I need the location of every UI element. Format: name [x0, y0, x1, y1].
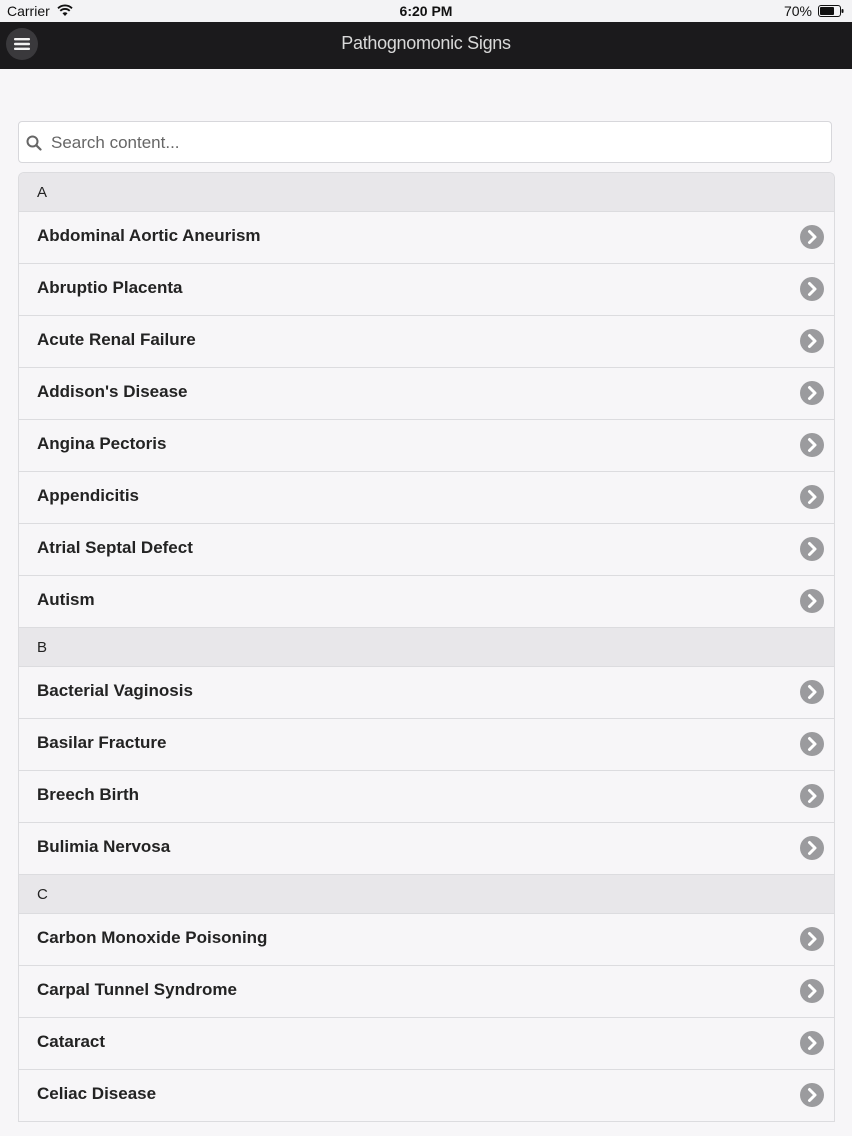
section-divider: B — [19, 628, 834, 667]
list-item[interactable] — [19, 316, 834, 368]
search-icon — [26, 135, 42, 151]
list-item-label: Basilar Fracture — [37, 733, 167, 752]
chevron-right-icon — [800, 1031, 824, 1055]
list-item[interactable] — [19, 524, 834, 576]
list-item-label: Angina Pectoris — [37, 434, 167, 453]
list-item[interactable] — [19, 719, 834, 771]
list-item[interactable] — [19, 1070, 834, 1122]
list-item-label: Celiac Disease — [37, 1084, 157, 1103]
list-item[interactable] — [19, 966, 834, 1018]
list-item[interactable] — [19, 472, 834, 524]
chevron-right-icon — [800, 927, 824, 951]
status-bar — [0, 0, 852, 22]
chevron-right-icon — [800, 537, 824, 561]
list-item-label: Bulimia Nervosa — [37, 837, 171, 856]
battery-icon — [818, 5, 844, 17]
list-item-label: Carpal Tunnel Syndrome — [37, 980, 237, 999]
carrier-label: Carrier — [7, 3, 50, 19]
chevron-right-icon — [800, 589, 824, 613]
list-item[interactable] — [19, 823, 834, 875]
chevron-right-icon — [800, 225, 824, 249]
list-item-label: Carbon Monoxide Poisoning — [37, 928, 268, 947]
list-item[interactable] — [19, 1018, 834, 1070]
chevron-right-icon — [800, 277, 824, 301]
content-list — [18, 172, 835, 1122]
battery-percent: 70% — [783, 3, 812, 19]
top-navbar — [0, 22, 852, 69]
list-item-label: Abdominal Aortic Aneurism — [37, 226, 261, 245]
list-item-label: Bacterial Vaginosis — [37, 681, 193, 700]
list-item-label: Autism — [37, 590, 95, 609]
list-item-label: Abruptio Placenta — [37, 278, 183, 297]
chevron-right-icon — [800, 836, 824, 860]
chevron-right-icon — [800, 784, 824, 808]
list-item-label: Atrial Septal Defect — [37, 538, 193, 557]
chevron-right-icon — [800, 381, 824, 405]
chevron-right-icon — [800, 979, 824, 1003]
list-item-label: Breech Birth — [37, 785, 140, 804]
list-item[interactable] — [19, 264, 834, 316]
list-item[interactable] — [19, 914, 834, 966]
list-item[interactable] — [19, 212, 834, 264]
list-item-label: Acute Renal Failure — [37, 330, 196, 349]
list-item-label: Appendicitis — [37, 486, 140, 505]
list-item[interactable] — [19, 368, 834, 420]
search-box[interactable] — [18, 121, 832, 163]
chevron-right-icon — [800, 433, 824, 457]
chevron-right-icon — [800, 485, 824, 509]
page-title: Pathognomonic Signs — [341, 33, 511, 53]
section-divider: A — [19, 173, 834, 212]
chevron-right-icon — [800, 680, 824, 704]
status-time: 6:20 PM — [399, 3, 453, 19]
list-item-label: Addison's Disease — [37, 382, 188, 401]
list-item[interactable] — [19, 576, 834, 628]
section-divider: C — [19, 875, 834, 914]
chevron-right-icon — [800, 329, 824, 353]
list-item[interactable] — [19, 420, 834, 472]
list-item[interactable] — [19, 771, 834, 823]
chevron-right-icon — [800, 732, 824, 756]
chevron-right-icon — [800, 1083, 824, 1107]
list-item-label: Cataract — [37, 1032, 106, 1051]
search-input[interactable] — [49, 122, 823, 164]
list-item[interactable] — [19, 667, 834, 719]
